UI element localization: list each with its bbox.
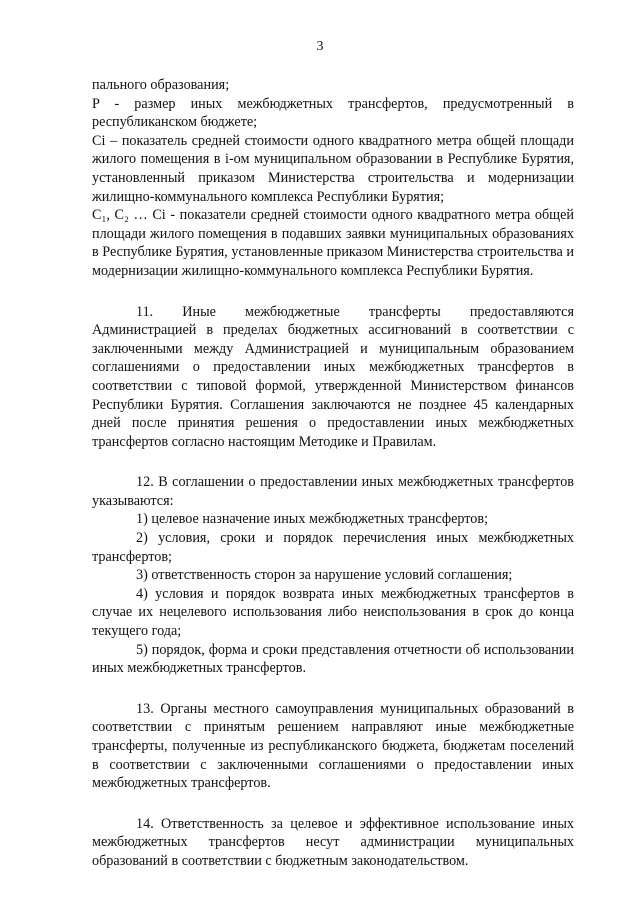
page-number: 3 xyxy=(316,39,324,54)
formula-definitions xyxy=(92,76,574,281)
paragraph-14: 14. Ответственность за целевое и эффективное использование иных межбюджетных трансфертов несут администрации муниципальных образований в соответствии с бюджетным законодательством. xyxy=(92,815,574,869)
document-body xyxy=(92,76,574,871)
definition-continuation: пального образования; xyxy=(92,77,230,93)
list-item: 5) порядок, форма и сроки представления отчетности об использовании иных межбюджетных трансфертов. xyxy=(92,641,574,677)
list-item: 3) ответственность сторон за нарушение условий соглашения; xyxy=(136,567,513,584)
section-12 xyxy=(92,473,574,678)
paragraph-11: 11. Иные межбюджетные трансферты предоставляются Администрацией в пределах бюджетных ассигнований в соответствии с заключенными между Администрацией и муниципальным образованием соглашениями о предоставлении иных межбюджетных трансфертов в соответствии с типовой формой, утвержденной Министерством финансов Республики Бурятия. Соглашения заключаются не позднее 45 календарных дней после принятия решения о предоставлении иных межбюджетных трансфертов согласно настоящим Методике и Правилам. xyxy=(92,303,574,450)
definition-ci: Ci – показатель средней стоимости одного квадратного метра общей площади жилого помещения в i-ом муниципальном образовании в Республике Бурятия, установленный приказом Министерства строительства и модернизации жилищно-коммунального комплекса Республики Бурятия; xyxy=(92,132,574,205)
paragraph-12-intro: 12. В соглашении о предоставлении иных межбюджетных трансфертов указываются: xyxy=(92,474,574,509)
list-item: 4) условия и порядок возврата иных межбюджетных трансфертов в случае их нецелевого использования либо неиспользования в срок до конца текущего года; xyxy=(92,585,574,640)
definition-p: P - размер иных межбюджетных трансфертов, предусмотренный в республиканском бюджете; xyxy=(92,95,574,131)
list-item: 2) условия, сроки и порядок перечисления иных межбюджетных трансфертов; xyxy=(92,530,574,565)
definition-c1-c2-ci: C₁, C₂ … Ci - показатели средней стоимости одного квадратного метра общей площади жилого помещения в подавших заявки муниципальных образованиях в Республике Бурятия, установленные приказом Министерства строительства и модернизации жилищно-коммунального комплекса Республики Бурятия. xyxy=(92,207,574,279)
paragraph-13: 13. Органы местного самоуправления муниципальных образований в соответствии с принятым решением направляют иные межбюджетные трансферты, полученные из республиканского бюджета, бюджетам поселений в соответствии с заключенными соглашениями о предоставлении иных межбюджетных трансфертов. xyxy=(92,700,574,792)
list-item: 1) целевое назначение иных межбюджетных трансфертов; xyxy=(136,511,489,528)
